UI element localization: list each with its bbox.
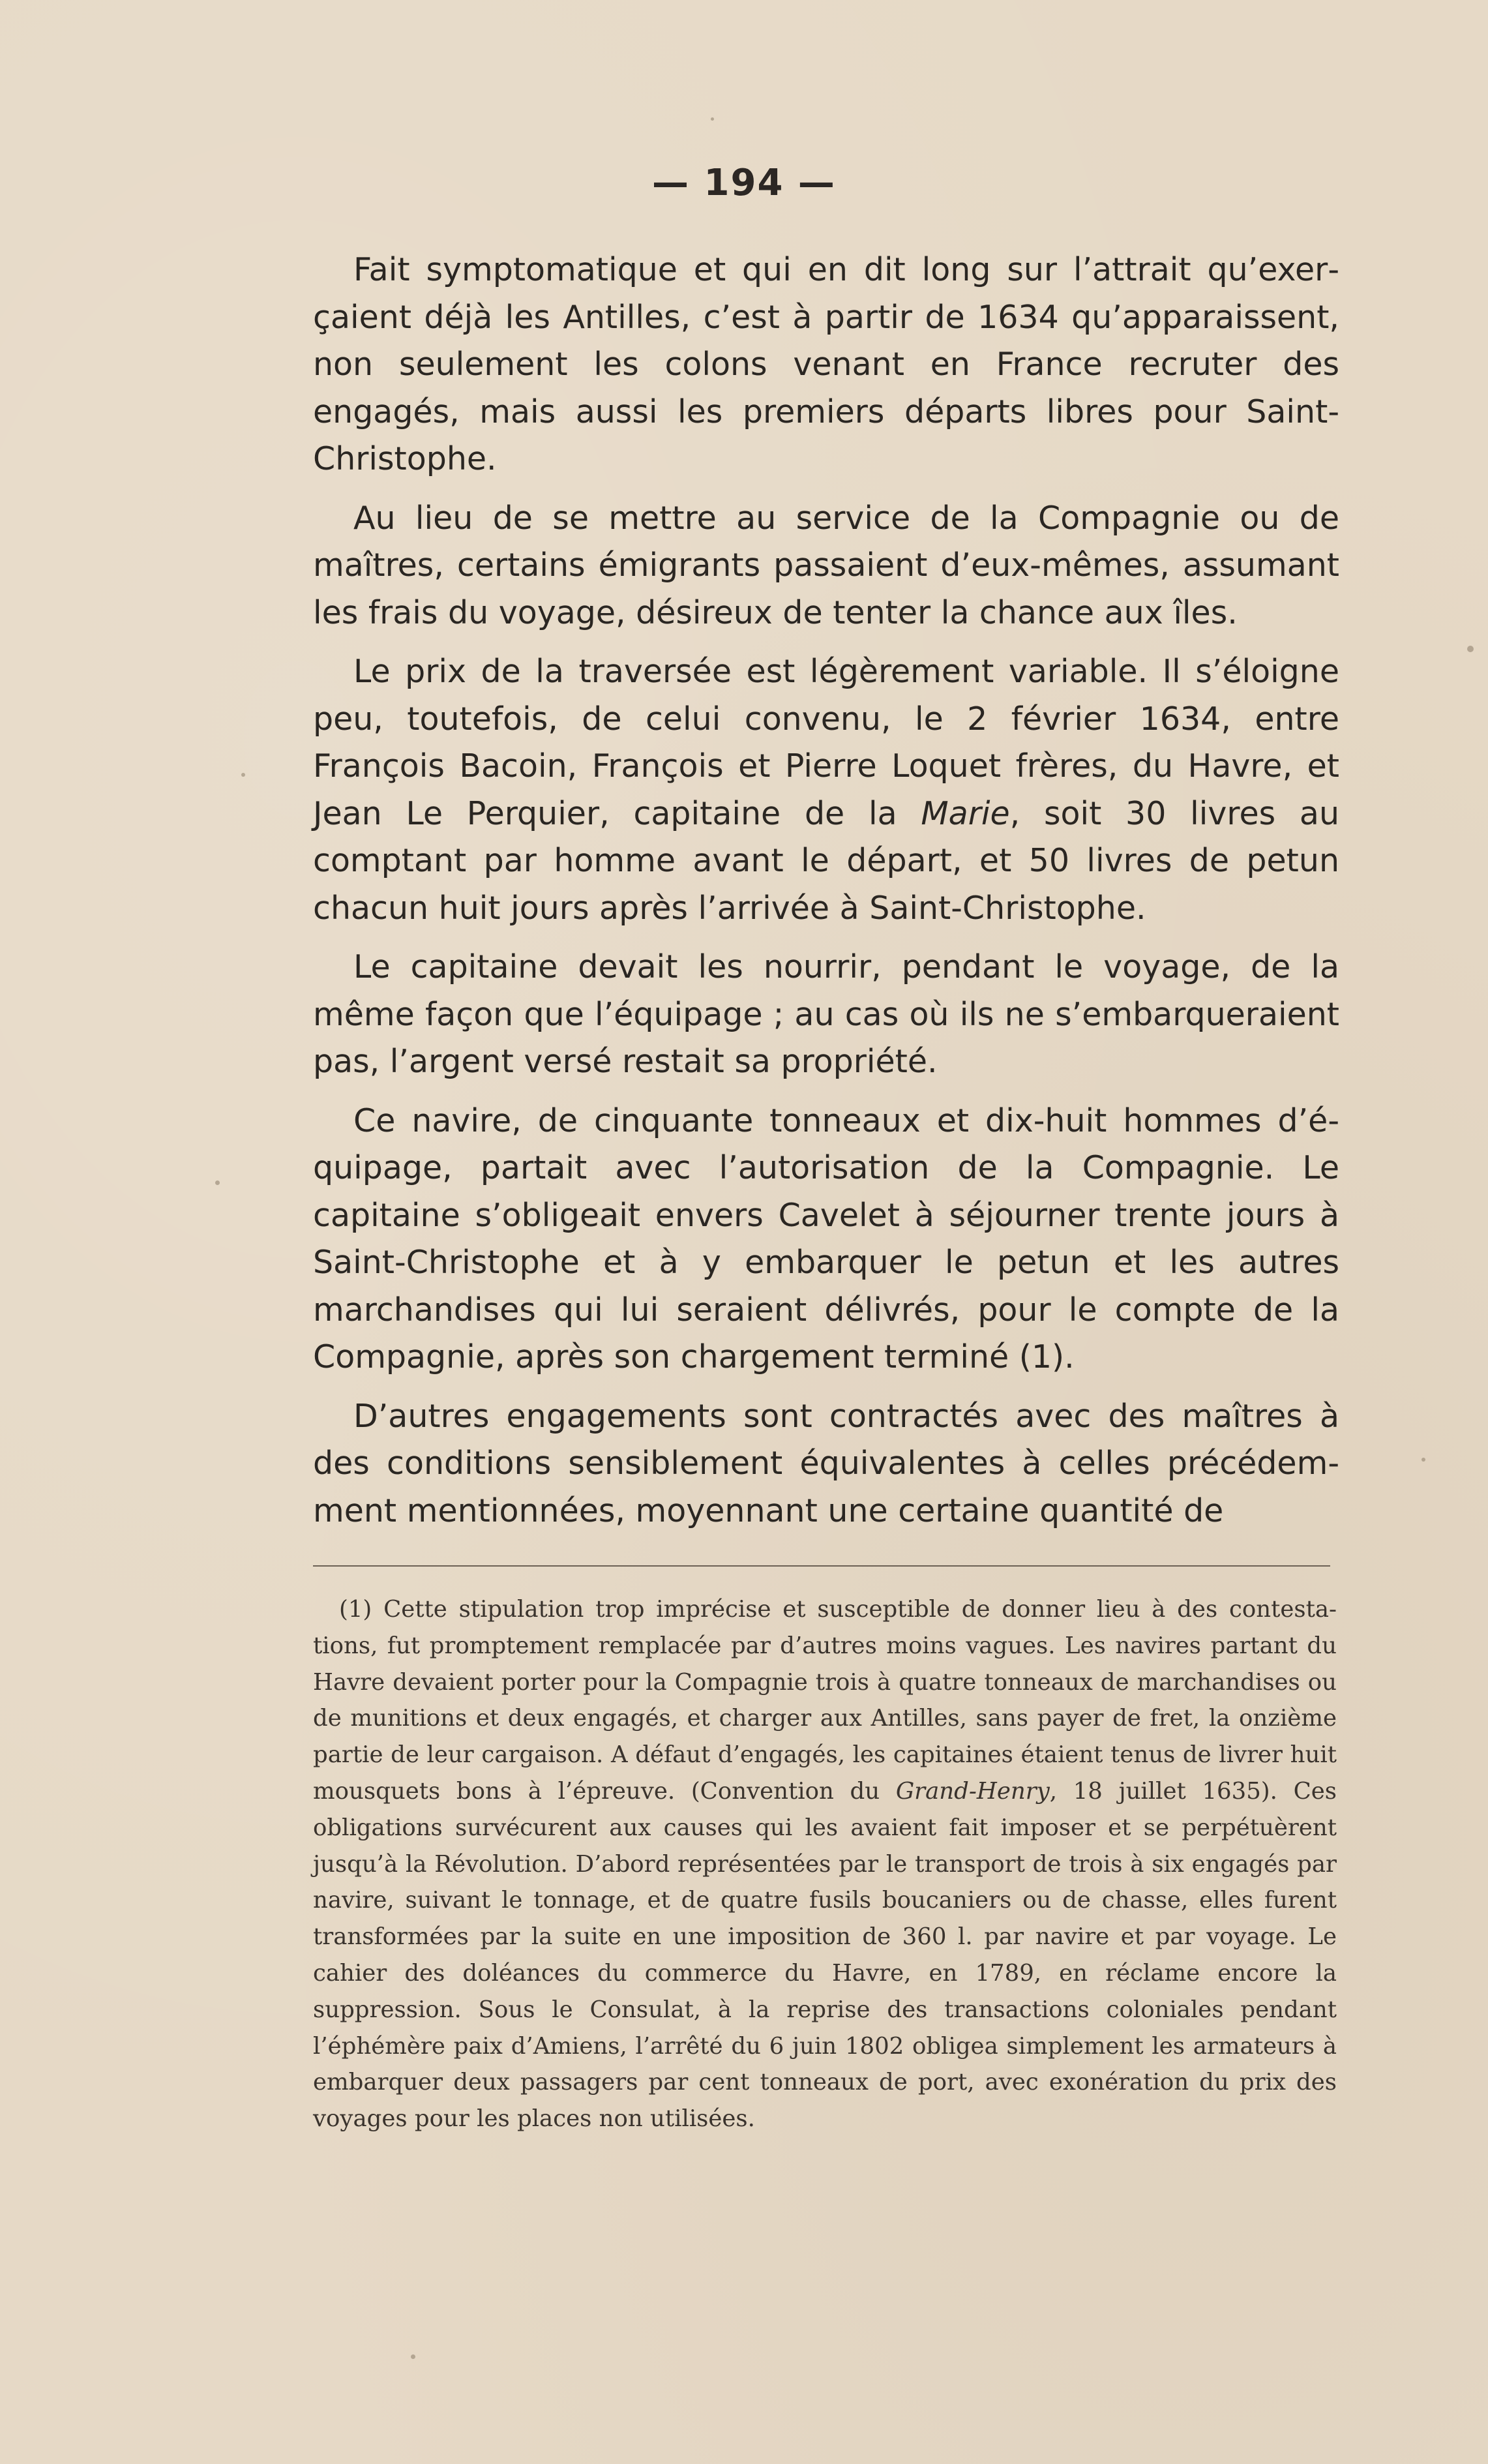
paper-speck [411, 2354, 415, 2359]
paragraph-4: Le capitaine devait les nourrir, pendant le voyage, de la même façon que l’équipage ; au cas où ils ne s’embarqueraient pas, l’argent versé restait sa propriété. [313, 948, 1339, 1080]
footnote-text-a: (1) Cette stipulation trop imprécise et susceptible de donner lieu à des contestations, fut promptement remplacée par d’autres moins vagues. Les navires partant du Havre devaient porter pour la Compagnie trois à quatre tonneaux de marchandises ou de munitions et deux engagés, et charger aux Antilles, sans payer de fret, la onzième partie de leur cargaison. A défaut d’engagés, les capitaines étaient tenus de livrer huit mousquets bons à l’épreuve. (Convention du [313, 1596, 1337, 1805]
paragraph-3-text-a: Le prix de la traversée est légèrement variable. Il s’éloigne peu, toutefois, de celui convenu, le 2 février 1634, entre François Bacoin, François et Pierre Loquet frères, du Havre, et Jean Le Perquier, capitaine de la [313, 653, 1339, 832]
paragraph-3-text-b: , soit 30 livres au comptant par homme avant le départ, et 50 livres de petun chacun huit jours après l’arrivée à Saint-Christophe. [313, 794, 1339, 927]
ship-name-marie: Marie [921, 794, 1010, 832]
paper-speck [1421, 1458, 1425, 1462]
paper-speck [711, 117, 714, 121]
paragraph-6: D’autres engagements sont contractés avec des maîtres à des conditions sensiblement équivalentes à celles précédemment mentionnées, moyennant une certaine quantité de [313, 1397, 1339, 1529]
footnote-divider [313, 1565, 1330, 1567]
paragraph-2: Au lieu de se mettre au service de la Compagnie ou de maîtres, certains émigrants passaient d’eux-mêmes, assumant les frais du voyage, désireux de tenter la chance aux îles. [313, 499, 1339, 631]
paragraph-5: Ce navire, de cinquante tonneaux et dix-huit hommes d’équipage, partait avec l’autorisation de la Compagnie. Le capitaine s’obligeait envers Cavelet à séjourner trente jours à Saint-Christophe et à y embarquer le petun et les autres marchandises qui lui seraient délivrés, pour le compte de la Compagnie, après son chargement terminé (1). [313, 1102, 1339, 1375]
ship-name-grand-henry: Grand-Henry [895, 1777, 1050, 1805]
paper-speck [241, 773, 245, 777]
paragraph-1: Fait symptomatique et qui en dit long sur l’attrait qu’exerçaient déjà les Antilles, c’est à partir de 1634 qu’apparaissent, non seulement les colons venant en France recruter des engagés, mais aussi les premiers départs libres pour Saint-Christophe. [313, 251, 1339, 477]
footnote-text-b: , 18 juillet 1635). Ces obligations survécurent aux causes qui les avaient fait imposer et se perpétuèrent jusqu’à la Révolution. D’abord représentées par le transport de trois à six engagés par navire, suivant le tonnage, et de quatre fusils boucaniers ou de chasse, elles furent transformées par la suite en une imposition de 360 l. par navire et par voyage. Le cahier des doléances du commerce du Havre, en 1789, en réclame encore la suppression. Sous le Consulat, à la reprise des transactions coloniales pendant l’éphémère paix d’Amiens, l’arrêté du 6 juin 1802 obligea simplement les armateurs à embarquer deux passagers par cent tonneaux de port, avec exonération du prix des voyages pour les places non utilisées. [313, 1777, 1337, 2133]
paper-speck [215, 1180, 220, 1185]
main-text [313, 247, 1339, 1546]
paragraph-3 [313, 648, 1339, 932]
footnote-1 [313, 1591, 1337, 2137]
page-number: — 194 — [652, 162, 836, 204]
paper-speck [1467, 646, 1474, 652]
